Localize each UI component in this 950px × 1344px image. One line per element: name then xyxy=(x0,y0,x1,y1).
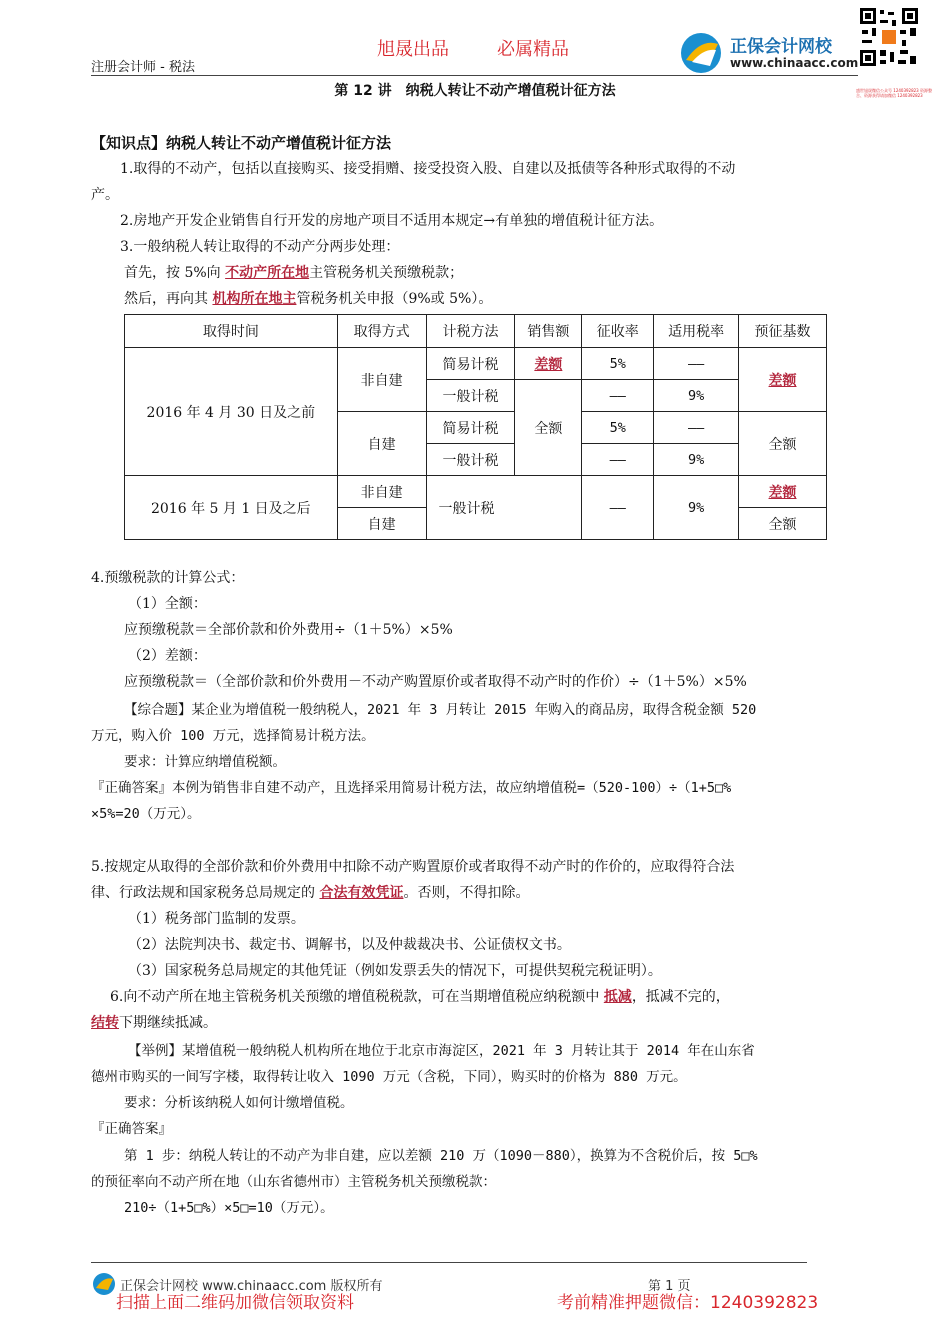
voucher-2: （2）法院判决书、裁定书、调解书，以及仲裁裁决书、公证债权文书。 xyxy=(128,937,571,953)
header-divider xyxy=(91,75,858,76)
paragraph-1: 1.取得的不动产，包括以直接购买、接受捐赠、接受投资入股、自建以及抵债等各种形式取得的不动 xyxy=(120,161,736,177)
paragraph-1-cont: 产。 xyxy=(91,187,119,203)
footer-divider xyxy=(91,1262,807,1263)
formula-1: 应预缴税款＝全部价款和价外费用÷（1＋5%）×5% xyxy=(124,622,453,638)
table-cell-applicable: —— xyxy=(654,412,739,444)
example-2-requirement: 要求：分析该纳税人如何计缴增值税。 xyxy=(124,1095,354,1111)
table-header: 征收率 xyxy=(582,315,654,348)
highlight-deduct: 抵减 xyxy=(603,989,632,1005)
table-cell-method: 非自建 xyxy=(337,476,426,508)
logo-title: 正保会计网校 xyxy=(730,37,832,57)
paragraph-6-post: ，抵减不完的， xyxy=(631,989,730,1005)
table-header-row xyxy=(125,315,827,348)
table-header: 取得方式 xyxy=(337,315,426,348)
qr-note: 盛世旭晟微信公众号 1240392823 资源整合、资源获得请加微信 1240392823 xyxy=(856,88,932,98)
logo-mark-icon xyxy=(678,30,726,76)
step-then xyxy=(124,289,492,309)
highlight-institution-location: 机构所在地主 xyxy=(212,291,297,307)
paragraph-2: 2.房地产开发企业销售自行开发的房地产项目不适用本规定→有单独的增值税计征方法。 xyxy=(120,213,664,229)
paragraph-5: 5.按规定从取得的全部价款和价外费用中扣除不动产购置原价或者取得不动产时的作价的，应取得符合法 xyxy=(91,859,735,875)
table-row xyxy=(125,476,827,508)
table-cell-base xyxy=(739,476,827,508)
table-cell-applicable: 9% xyxy=(654,380,739,412)
highlight-carry-forward: 结转 xyxy=(91,1015,119,1031)
table-cell-rate: —— xyxy=(582,444,654,476)
slogan-right: 必属精品 xyxy=(497,39,569,60)
paragraph-5-cont xyxy=(91,883,529,903)
table-cell-applicable: 9% xyxy=(654,476,739,540)
table-cell-method: 自建 xyxy=(337,412,426,476)
formula-1-label: （1）全额： xyxy=(128,596,207,612)
answer-2-step-1: 第 1 步：纳税人转让的不动产为非自建，应以差额 210 万（1090－880），换算为不含税价后，按 5□% xyxy=(124,1148,758,1164)
formula-2-label: （2）差额： xyxy=(128,648,207,664)
example-2: 【举例】某增值税一般纳税人机构所在地位于北京市海淀区，2021 年 3 月转让其于 2014 年在山东省 xyxy=(128,1043,755,1059)
paragraph-3: 3.一般纳税人转让取得的不动产分两步处理： xyxy=(120,239,400,255)
footer-promo-left: 扫描上面二维码加微信领取资料 xyxy=(116,1293,354,1313)
knowledge-point-title: 【知识点】纳税人转让不动产增值税计征方法 xyxy=(91,134,392,152)
course-name: 注册会计师 - 税法 xyxy=(91,60,195,75)
logo-url: www.chinaacc.com xyxy=(730,56,859,70)
step-first-pre: 首先，按 5%向 xyxy=(124,265,226,281)
qr-code-icon xyxy=(858,6,920,68)
paragraph-4: 4.预缴税款的计算公式： xyxy=(91,570,245,586)
paragraph-6-cont-post: 下期继续抵减。 xyxy=(119,1015,217,1031)
footer-promo-right: 考前精准押题微信：1240392823 xyxy=(557,1293,819,1313)
footer-logo-icon xyxy=(92,1272,116,1300)
paragraph-6 xyxy=(110,987,730,1007)
table-cell-rate: 5% xyxy=(582,412,654,444)
table-cell-rate: 5% xyxy=(582,348,654,380)
table-cell-tax: 简易计税 xyxy=(426,412,515,444)
slogan-left: 旭晟出品 xyxy=(377,39,449,60)
formula-2: 应预缴税款＝（全部价款和价外费用－不动产购置原价或者取得不动产时的作价）÷（1＋5%）×5% xyxy=(124,674,747,690)
table-row xyxy=(125,348,827,380)
answer-2-step-1-calc: 210÷（1+5□%）×5□=10（万元）。 xyxy=(124,1200,334,1216)
paragraph-6-cont xyxy=(91,1013,217,1033)
table-cell-applicable: —— xyxy=(654,348,739,380)
table-cell-date: 2016 年 5 月 1 日及之后 xyxy=(125,476,338,540)
tax-method-table xyxy=(124,314,827,540)
footer-page-number: 第 1 页 xyxy=(648,1279,691,1294)
table-cell-sales: 全额 xyxy=(515,380,582,476)
table-header: 适用税率 xyxy=(654,315,739,348)
voucher-3: （3）国家税务总局规定的其他凭证（例如发票丢失的情况下，可提供契税完税证明）。 xyxy=(128,963,662,979)
table-cell-tax: 简易计税 xyxy=(426,348,515,380)
step-then-post: 管税务机关申报（9%或 5%）。 xyxy=(296,291,493,307)
table-cell-base: 全额 xyxy=(739,508,827,540)
paragraph-6-pre: 6.向不动产所在地主管税务机关预缴的增值税税款，可在当期增值税应纳税额中 xyxy=(110,989,604,1005)
table-cell-method: 非自建 xyxy=(337,348,426,412)
answer-1: 『正确答案』本例为销售非自建不动产，且选择采用简易计税方法，故应纳增值税=（520-100）÷（1+5□% xyxy=(91,780,732,796)
table-cell-sales xyxy=(515,348,582,380)
table-header: 销售额 xyxy=(515,315,582,348)
table-cell-tax: 一般计税 xyxy=(426,476,582,540)
table-cell-method: 自建 xyxy=(337,508,426,540)
step-then-pre: 然后，再向其 xyxy=(124,291,213,307)
step-first xyxy=(124,263,463,283)
example-1-cont: 万元，购入价 100 万元，选择简易计税方法。 xyxy=(91,728,375,744)
example-2-cont: 德州市购买的一间写字楼，取得转让收入 1090 万元（含税，下同），购买时的价格为 880 万元。 xyxy=(91,1069,687,1085)
table-cell-difference: 差额 xyxy=(768,484,797,501)
highlight-property-location: 不动产所在地 xyxy=(225,265,310,281)
answer-1-cont: ×5%=20（万元）。 xyxy=(91,806,201,822)
table-cell-base: 全额 xyxy=(739,412,827,476)
table-cell-difference: 差额 xyxy=(534,356,563,373)
table-header: 计税方法 xyxy=(426,315,515,348)
table-cell-rate: —— xyxy=(582,476,654,540)
example-1: 【综合题】某企业为增值税一般纳税人，2021 年 3 月转让 2015 年购入的商品房，取得含税金额 520 xyxy=(124,702,757,718)
answer-2-step-1-cont: 的预征率向不动产所在地（山东省德州市）主管税务机关预缴税款： xyxy=(91,1174,496,1190)
table-header: 预征基数 xyxy=(739,315,827,348)
table-cell-tax: 一般计税 xyxy=(426,380,515,412)
table-cell-applicable: 9% xyxy=(654,444,739,476)
table-cell-tax: 一般计税 xyxy=(426,444,515,476)
highlight-valid-voucher: 合法有效凭证 xyxy=(319,885,404,901)
table-cell-difference: 差额 xyxy=(768,372,797,389)
voucher-1: （1）税务部门监制的发票。 xyxy=(128,911,305,927)
table-cell-rate: —— xyxy=(582,380,654,412)
example-1-requirement: 要求：计算应纳增值税额。 xyxy=(124,754,286,770)
lecture-title: 第 12 讲 纳税人转让不动产增值税计征方法 xyxy=(334,83,616,99)
footer-copyright: 正保会计网校 www.chinaacc.com 版权所有 xyxy=(120,1279,383,1294)
paragraph-5-pre: 律、行政法规和国家税务总局规定的 xyxy=(91,885,320,901)
answer-2: 『正确答案』 xyxy=(91,1121,172,1137)
table-cell-date: 2016 年 4 月 30 日及之前 xyxy=(125,348,338,476)
paragraph-5-post: 。否则，不得扣除。 xyxy=(403,885,530,901)
step-first-post: 主管税务机关预缴税款； xyxy=(309,265,464,281)
table-cell-base xyxy=(739,348,827,412)
chinaacc-logo xyxy=(678,30,859,76)
table-header: 取得时间 xyxy=(125,315,338,348)
